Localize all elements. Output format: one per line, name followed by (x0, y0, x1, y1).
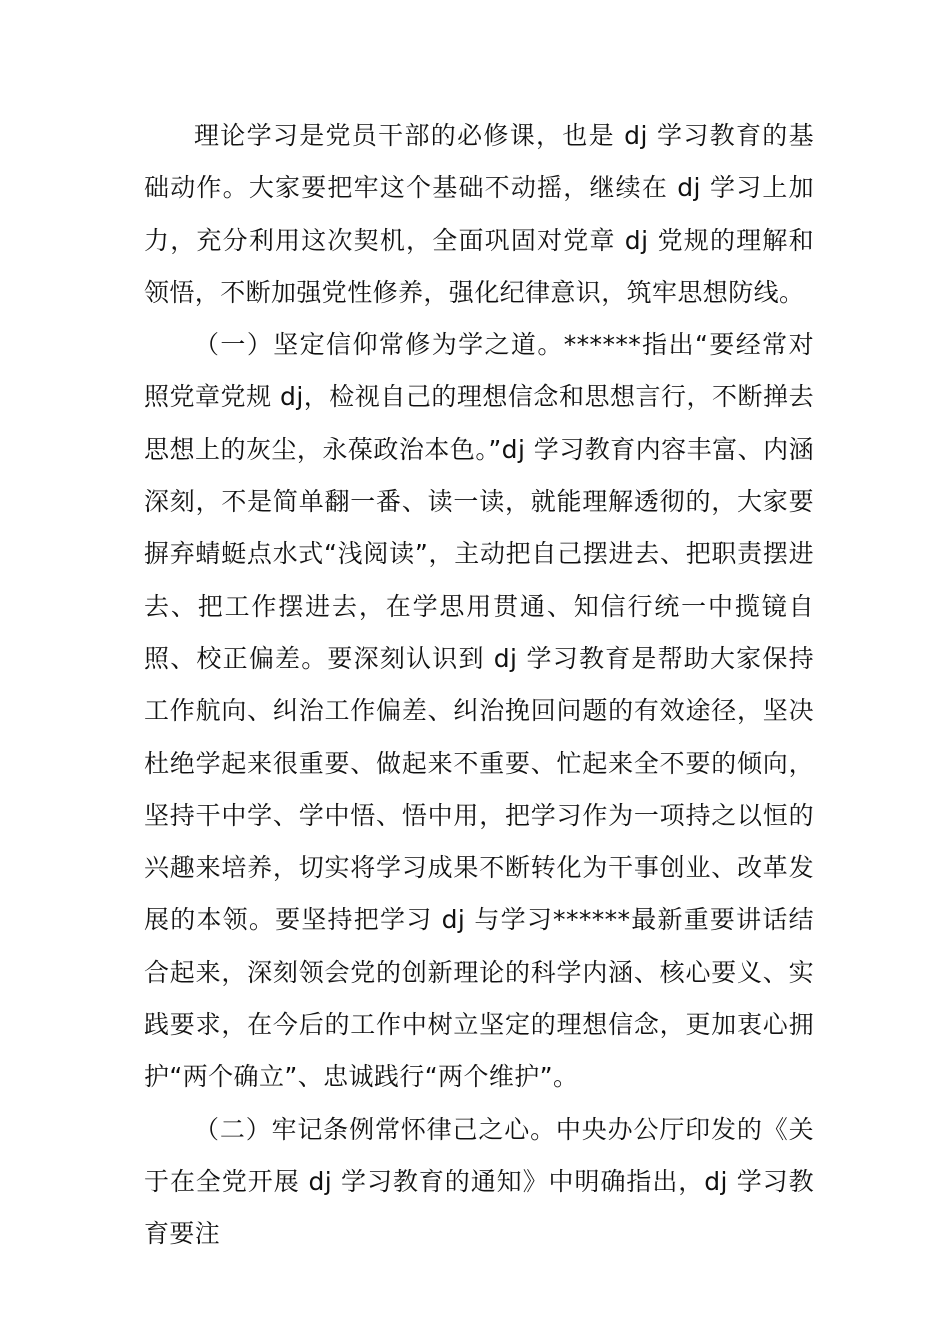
document-body (144, 110, 814, 1261)
paragraph-section-one: （一）坚定信仰常修为学之道。******指出“要经常对照党章党规 dj，检视自己的理想信念和思想言行，不断掸去思想上的灰尘，永葆政治本色。”dj 学习教育内容丰富、内涵深刻，不是简单翻一番、读一读，就能理解透彻的，大家要摒弃蜻蜓点水式“浅阅读”，主动把自己摆进去、把职责摆进去、把工作摆进去，在学思用贯通、知信行统一中揽镜自照、校正偏差。要深刻认识到 dj 学习教育是帮助大家保持工作航向、纠治工作偏差、纠治挽回问题的有效途径，坚决杜绝学起来很重要、做起来不重要、忙起来全不要的倾向，坚持干中学、学中悟、悟中用，把学习作为一项持之以恒的兴趣来培养，切实将学习成果不断转化为干事创业、改革发展的本领。要坚持把学习 dj 与学习******最新重要讲话结合起来，深刻领会党的创新理论的科学内涵、核心要义、实践要求，在今后的工作中树立坚定的理想信念，更加衷心拥护“两个确立”、忠诚践行“两个维护”。 (144, 330, 814, 1092)
paragraph-theory-study: 理论学习是党员干部的必修课，也是 dj 学习教育的基础动作。大家要把牢这个基础不动摇，继续在 dj 学习上加力，充分利用这次契机，全面巩固对党章 dj 党规的理解和领悟，不断加强党性修养，强化纪律意识，筑牢思想防线。 (144, 121, 814, 307)
paragraph-section-two: （二）牢记条例常怀律己之心。中央办公厅印发的《关于在全党开展 dj 学习教育的通知》中明确指出，dj 学习教育要注 (144, 1114, 814, 1249)
